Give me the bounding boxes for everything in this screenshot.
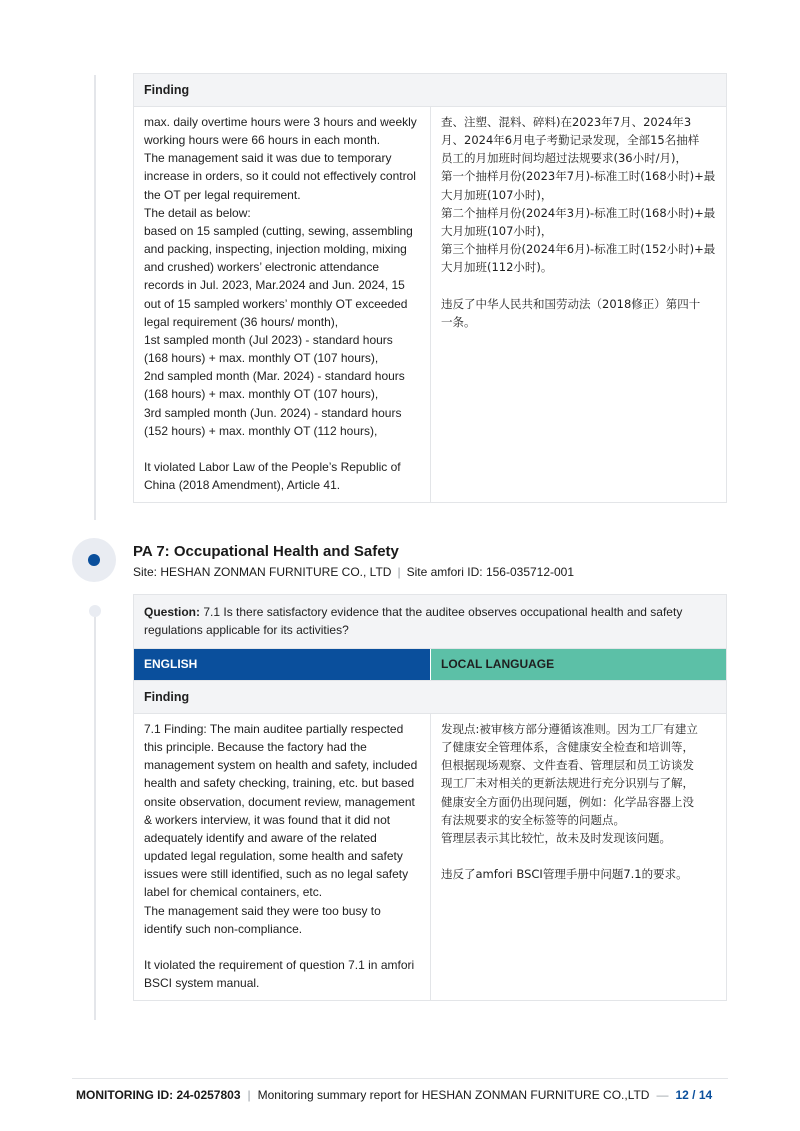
text-line: max. daily overtime hours were 3 hours and weekly	[144, 115, 417, 129]
text-line: The management said they were too busy to	[144, 903, 381, 918]
separator: |	[397, 565, 401, 579]
timeline-section-marker	[72, 538, 116, 582]
text-line: 有法规要求的安全标签等的问题点。	[441, 812, 625, 827]
text-line: and packing, inspecting, injection molding, mixing	[144, 242, 407, 257]
question-box	[134, 595, 726, 649]
finding-table-previous	[133, 73, 727, 503]
text-line: 1st sampled month (Jul 2023) - standard hours	[144, 332, 393, 347]
text-line: 大月加班(112小时)。	[441, 260, 553, 275]
question-label: Question:	[144, 605, 200, 619]
text-line: 违反了amfori BSCI管理手册中问题7.1的要求。	[441, 867, 688, 882]
text-line: 了健康安全管理体系，含健康安全检查和培训等，	[441, 740, 694, 755]
text-line: It violated Labor Law of the People’s Republic of	[144, 459, 401, 474]
timeline-question-marker	[89, 605, 101, 617]
site-name: Site: HESHAN ZONMAN FURNITURE CO., LTD	[133, 565, 392, 579]
text-line: onsite observation, document review, management	[144, 794, 415, 809]
timeline-line-bottom	[94, 612, 96, 1020]
text-line: health and safety checking, training, etc. but based	[144, 776, 415, 791]
question-table	[133, 594, 727, 1001]
text-line	[144, 440, 420, 458]
timeline-dot-icon	[88, 554, 100, 566]
monitoring-id: MONITORING ID: 24-0257803	[76, 1088, 241, 1102]
page-footer	[76, 1088, 712, 1102]
text-line: records in Jul. 2023, Mar.2024 and Jun. 2024, 15	[144, 278, 405, 293]
finding-english-cell	[134, 107, 431, 502]
text-line: management system on health and safety, included	[144, 758, 418, 773]
text-line: and crushed) workers’ electronic attendance	[144, 260, 380, 275]
text-line: issues were still identified, such as no legal safety	[144, 867, 409, 882]
text-line: the OT per legal requirement.	[144, 187, 301, 202]
text-line: out of 15 sampled workers’ monthly OT exceeded	[144, 296, 408, 311]
text-line: 7.1 Finding: The main auditee partially respected	[144, 722, 404, 736]
section-site-info	[133, 565, 574, 579]
english-column-header: ENGLISH	[134, 649, 431, 680]
text-line: The management said it was due to temporary	[144, 151, 392, 166]
text-line: (168 hours) + max. monthly OT (107 hours),	[144, 387, 379, 402]
text-line: 员工的月加班时间均超过法规要求(36小时/月)，	[441, 151, 687, 166]
page-number: 12 / 14	[675, 1088, 713, 1102]
question-text: 7.1 Is there satisfactory evidence that the auditee observes occupational health and safety regulations applicable for its activities?	[144, 605, 683, 637]
text-line: 现工厂未对相关的更新法规进行充分识别与了解，	[441, 776, 694, 791]
text-line	[441, 276, 716, 294]
text-line: 但根据现场观察、文件查看、管理层和员工访谈发	[441, 758, 694, 773]
text-line: China (2018 Amendment), Article 41.	[144, 478, 341, 493]
finding-row	[134, 713, 726, 1000]
text-line: 第二个抽样月份(2024年3月)-标准工时(168小时)+最	[441, 205, 716, 220]
text-line: It violated the requirement of question 7.1 in amfori	[144, 958, 415, 973]
text-line: 大月加班(107小时)，	[441, 223, 553, 238]
section-title: PA 7: Occupational Health and Safety	[133, 543, 399, 560]
text-line: increase in orders, so it could not effectively control	[144, 169, 416, 184]
text-line	[144, 938, 420, 956]
text-line: working hours were 66 hours in each month.	[144, 133, 381, 148]
text-line: (168 hours) + max. monthly OT (107 hours),	[144, 351, 379, 366]
text-line: 管理层表示其比较忙，故未及时发现该问题。	[441, 830, 671, 845]
text-line: (152 hours) + max. monthly OT (112 hours),	[144, 423, 378, 438]
finding-row	[134, 106, 726, 502]
finding-local-cell	[431, 107, 726, 502]
text-line: 2nd sampled month (Mar. 2024) - standard hours	[144, 369, 405, 384]
separator: |	[247, 1088, 251, 1102]
text-line: & workers interview, it was found that it did not	[144, 812, 391, 827]
text-line: 违反了中华人民共和国劳动法（2018修正）第四十	[441, 296, 701, 311]
text-line: 大月加班(107小时)，	[441, 187, 553, 202]
text-line: 查、注塑、混料、碎料)在2023年7月、2024年3	[441, 115, 692, 129]
text-line: based on 15 sampled (cutting, sewing, assembling	[144, 223, 413, 238]
finding-english-cell	[134, 714, 431, 1000]
text-line: updated legal regulation, some health and safety	[144, 849, 403, 864]
text-line: this principle. Because the factory had the	[144, 740, 367, 755]
language-header-row	[134, 649, 726, 681]
text-line: The detail as below:	[144, 205, 251, 220]
text-line: 3rd sampled month (Jun. 2024) - standard hours	[144, 405, 402, 420]
text-line: 第三个抽样月份(2024年6月)-标准工时(152小时)+最	[441, 242, 716, 257]
footer-dash: —	[656, 1088, 669, 1102]
local-language-column-header: LOCAL LANGUAGE	[431, 649, 726, 680]
timeline-line-top	[94, 75, 96, 520]
finding-header: Finding	[134, 681, 726, 713]
text-line: label for chemical containers, etc.	[144, 885, 323, 900]
site-amfori-id: Site amfori ID: 156-035712-001	[406, 565, 575, 579]
text-line: BSCI system manual.	[144, 976, 260, 991]
text-line: 发现点:被审核方部分遵循该准则。因为工厂有建立	[441, 722, 698, 736]
text-line: 一条。	[441, 314, 476, 329]
text-line: 第一个抽样月份(2023年7月)-标准工时(168小时)+最	[441, 169, 716, 184]
text-line: 健康安全方面仍出现问题，例如：化学品容器上没	[441, 794, 694, 809]
report-summary-title: Monitoring summary report for HESHAN ZONMAN FURNITURE CO.,LTD	[257, 1088, 650, 1102]
finding-local-cell	[431, 714, 726, 1000]
text-line: identify such non-compliance.	[144, 921, 303, 936]
footer-divider	[72, 1078, 728, 1079]
text-line: adequately identify and aware of the related	[144, 830, 377, 845]
text-line: legal requirement (36 hours/ month),	[144, 314, 339, 329]
text-line	[441, 847, 716, 865]
finding-header: Finding	[134, 74, 726, 106]
text-line: 月、2024年6月电子考勤记录发现，全部15名抽样	[441, 133, 700, 148]
